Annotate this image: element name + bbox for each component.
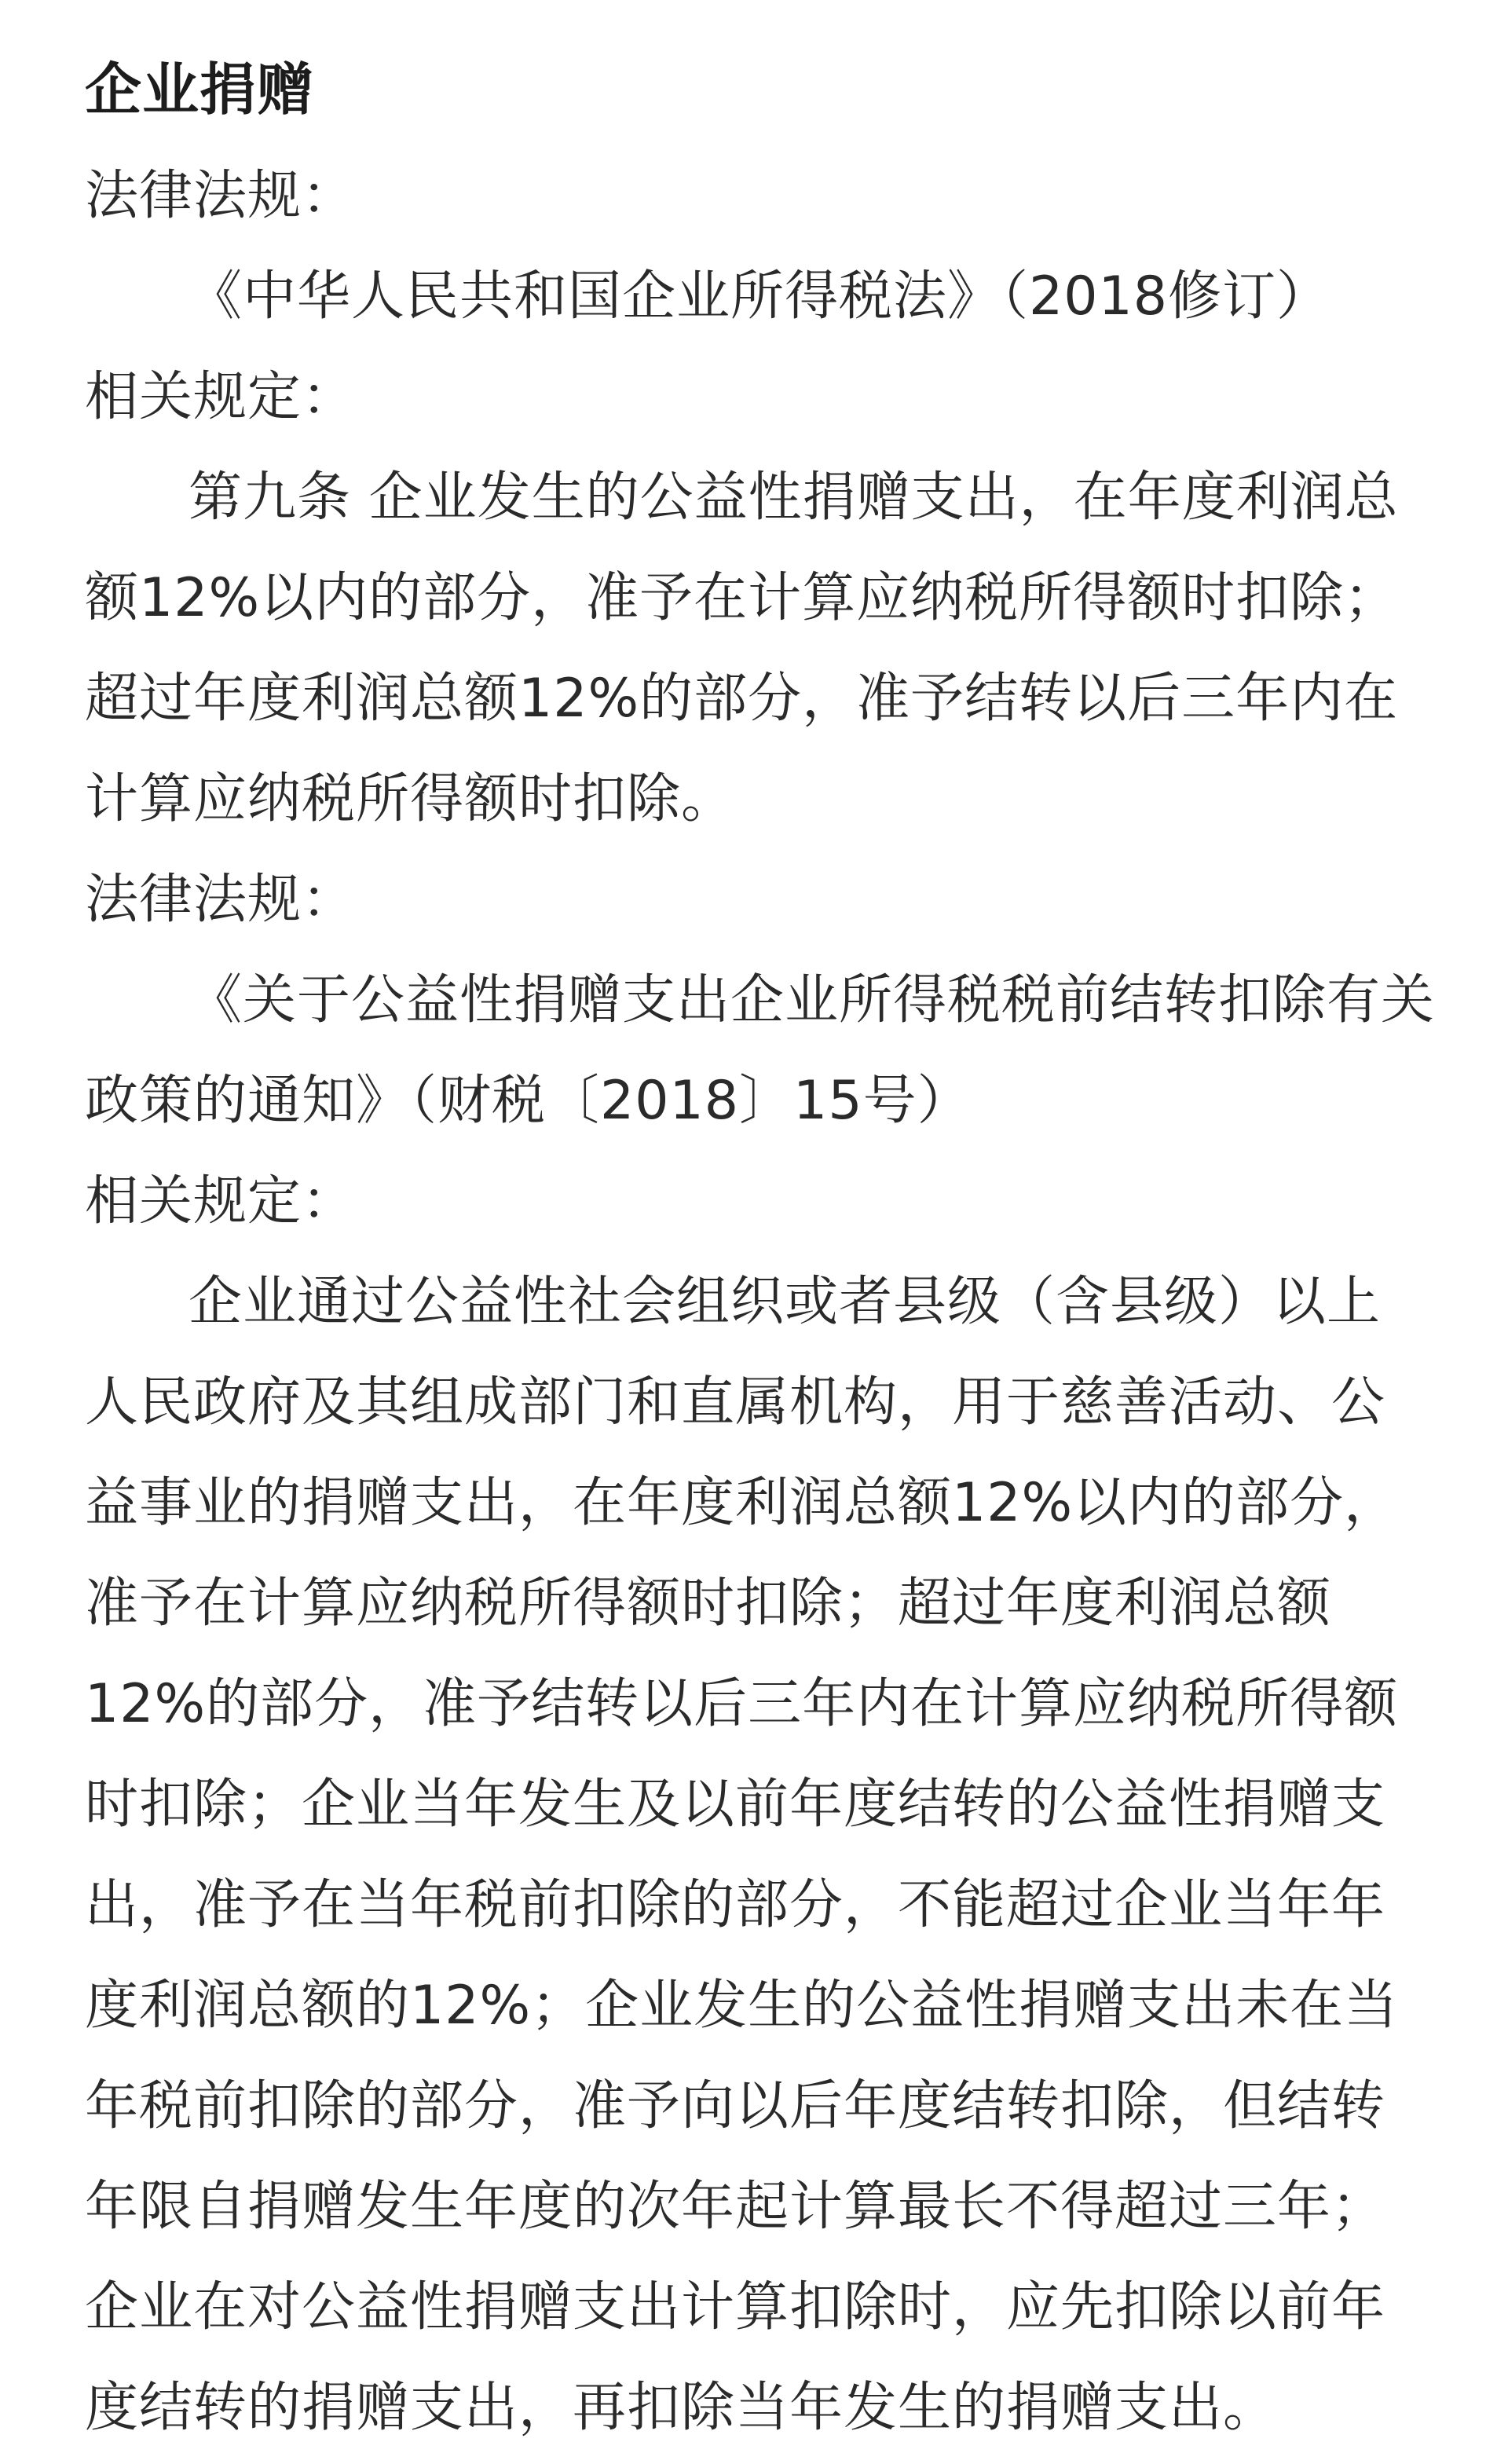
provision-line: 企业通过公益性社会组织或者县级（含县级）以上 bbox=[188, 1271, 1382, 1333]
provision-line: 计算应纳税所得额时扣除。 bbox=[85, 768, 736, 830]
provision-line: 度结转的捐赠支出，再扣除当年发生的捐赠支出。 bbox=[85, 2377, 1278, 2439]
document-title: 企业捐赠 bbox=[85, 57, 315, 123]
provision-line: 年税前扣除的部分，准予向以后年度结转扣除，但结转 bbox=[85, 2075, 1386, 2137]
provision-line: 度利润总额的12%；企业发生的公益性捐赠支出未在当 bbox=[85, 1975, 1399, 2037]
provision-line: 12%的部分，准予结转以后三年内在计算应纳税所得额 bbox=[85, 1673, 1399, 1735]
provision-label-2: 相关规定： bbox=[85, 1170, 357, 1232]
provision-line: 额12%以内的部分，准予在计算应纳税所得额时扣除； bbox=[85, 567, 1399, 629]
provision-line: 第九条 企业发生的公益性捐赠支出，在年度利润总 bbox=[188, 467, 1399, 529]
provision-line: 年限自捐赠发生年度的次年起计算最长不得超过三年； bbox=[85, 2176, 1386, 2238]
provision-line: 超过年度利润总额12%的部分，准予结转以后三年内在 bbox=[85, 668, 1399, 730]
law-title-1: 《中华人民共和国企业所得税法》（2018修订） bbox=[188, 265, 1331, 328]
law-title-2-line: 政策的通知》（财税〔2018〕15号） bbox=[85, 1070, 972, 1132]
law-title-2-line: 《关于公益性捐赠支出企业所得税税前结转扣除有关 bbox=[188, 969, 1436, 1031]
provision-line: 人民政府及其组成部门和直属机构，用于慈善活动、公 bbox=[85, 1371, 1386, 1433]
provision-line: 出，准予在当年税前扣除的部分，不能超过企业当年年 bbox=[85, 1874, 1386, 1936]
provision-line: 企业在对公益性捐赠支出计算扣除时，应先扣除以前年 bbox=[85, 2276, 1386, 2338]
law-label-1: 法律法规： bbox=[85, 165, 357, 227]
provision-line: 时扣除；企业当年发生及以前年度结转的公益性捐赠支 bbox=[85, 1774, 1386, 1836]
provision-line: 准予在计算应纳税所得额时扣除；超过年度利润总额 bbox=[85, 1572, 1332, 1635]
law-label-2: 法律法规： bbox=[85, 869, 357, 931]
provision-label-1: 相关规定： bbox=[85, 366, 357, 428]
provision-line: 益事业的捐赠支出，在年度利润总额12%以内的部分， bbox=[85, 1472, 1399, 1534]
